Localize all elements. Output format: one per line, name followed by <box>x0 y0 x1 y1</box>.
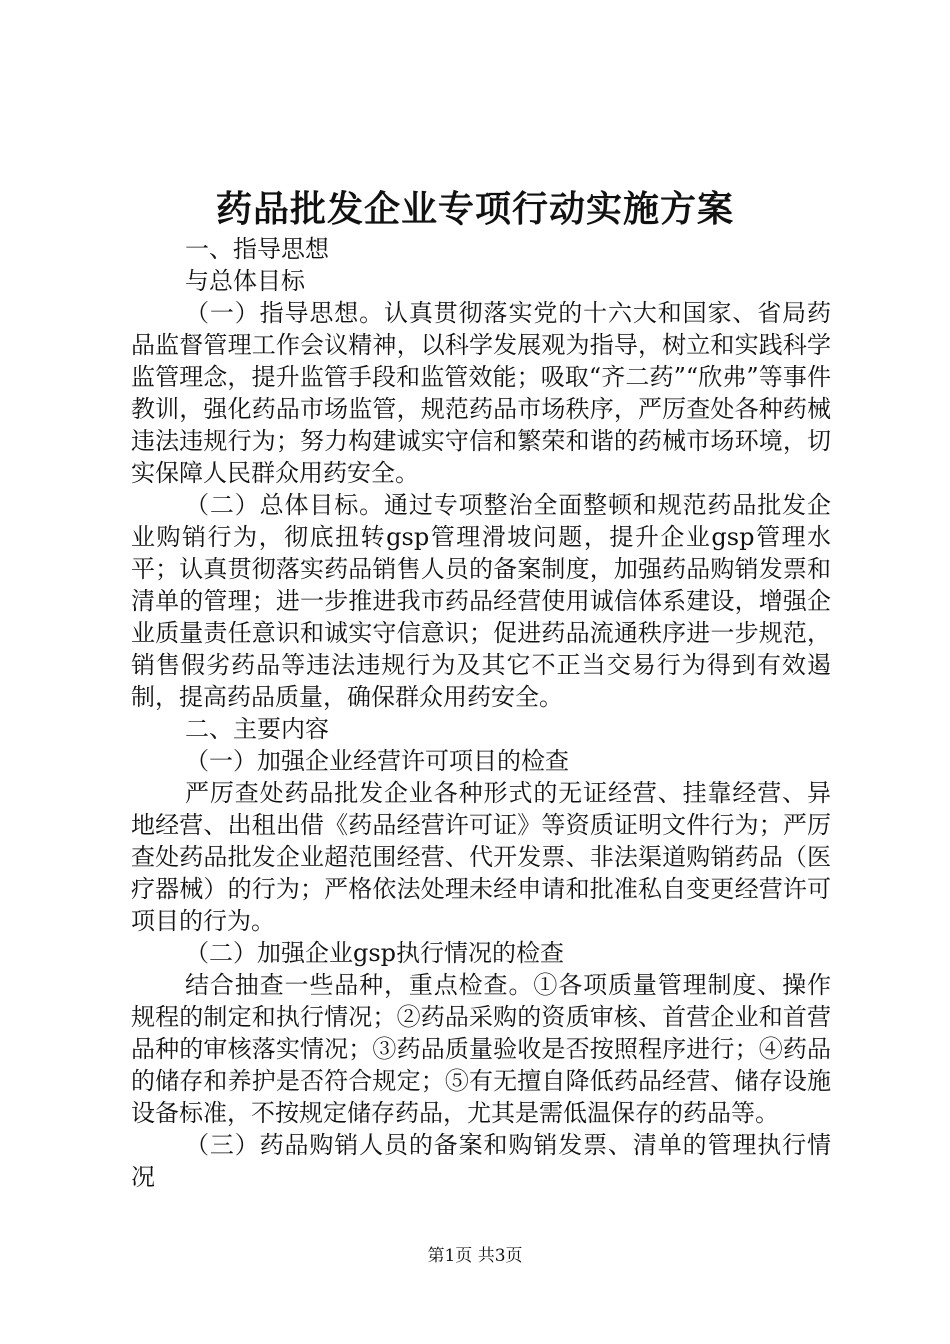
subsection-heading-license: （一）加强企业经营许可项目的检查 <box>185 747 569 775</box>
page-number: 第1页 共3页 <box>427 1246 523 1266</box>
document-title: 药品批发企业专项行动实施方案 <box>215 188 734 230</box>
section-heading-continued: 与总体目标 <box>185 267 305 295</box>
section-heading: 一、指导思想 <box>185 235 329 263</box>
paragraph-license-check: 严厉查处药品批发企业各种形式的无证经营、挂靠经营、异地经营、出租出借《药品经营许可证》等资质证明文件行为；严厉查处药品批发企业超范围经营、代开发票、非法渠道购销药品（医疗器械）的行为；严格依法处理未经申请和批准私自变更经营许可项目的行为。 <box>131 779 831 935</box>
section-heading-main-content: 二、主要内容 <box>185 715 329 743</box>
document-body <box>131 233 831 1193</box>
subsection-heading-sales-staff: （三）药品购销人员的备案和购销发票、清单的管理执行情况 <box>131 1131 831 1191</box>
paragraph-gsp-check: 结合抽查一些品种，重点检查。①各项质量管理制度、操作规程的制定和执行情况；②药品采购的资质审核、首营企业和首营品种的审核落实情况；③药品质量验收是否按照程序进行；④药品的储存和养护是否符合规定；⑤有无擅自降低药品经营、储存设施设备标准，不按规定储存药品，尤其是需低温保存的药品等。 <box>131 971 831 1127</box>
subsection-heading-gsp: （二）加强企业gsp执行情况的检查 <box>185 939 565 967</box>
paragraph-guiding-thought: （一）指导思想。认真贯彻落实党的十六大和国家、省局药品监督管理工作会议精神，以科学发展观为指导，树立和实践科学监管理念，提升监管手段和监管效能；吸取“齐二药”“欣弗”等事件教训，强化药品市场监管，规范药品市场秩序，严厉查处各种药械违法违规行为；努力构建诚实守信和繁荣和谐的药械市场环境，切实保障人民群众用药安全。 <box>131 299 831 487</box>
paragraph-overall-goal: （二）总体目标。通过专项整治全面整顿和规范药品批发企业购销行为，彻底扭转gsp管理滑坡问题，提升企业gsp管理水平；认真贯彻落实药品销售人员的备案制度，加强药品购销发票和清单的管理；进一步推进我市药品经营使用诚信体系建设，增强企业质量责任意识和诚实守信意识；促进药品流通秩序进一步规范，销售假劣药品等违法违规行为及其它不正当交易行为得到有效遏制，提高药品质量，确保群众用药安全。 <box>131 491 831 711</box>
